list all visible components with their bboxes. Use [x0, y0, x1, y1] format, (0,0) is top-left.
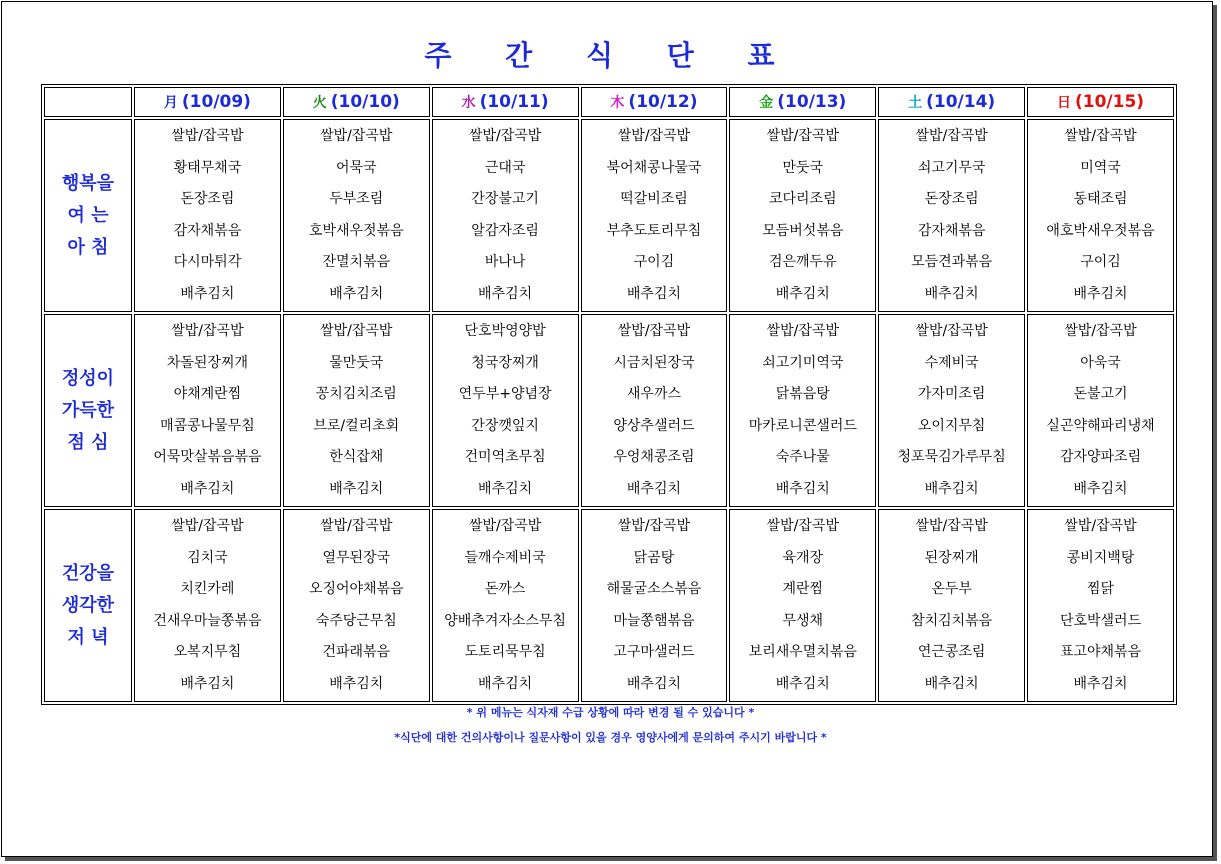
dish-item: 오복지무침 [173, 644, 242, 660]
dish-item: 잔멸치볶음 [322, 254, 391, 270]
day-header-sat [878, 87, 1025, 117]
meal-label-line: 가득한 [61, 399, 115, 421]
dish-item: 배추김치 [478, 285, 533, 302]
dish-item: 양상추샐러드 [613, 417, 695, 434]
dish-item: 감자양파조림 [1059, 449, 1142, 465]
dish-item: 닭볶음탕 [775, 386, 830, 402]
dish-item: 배추김치 [775, 480, 830, 497]
dish-item: 한식잡채 [329, 449, 384, 465]
meal-row-breakfast [44, 119, 1174, 312]
dish-item: 꽁치김치조림 [315, 386, 397, 402]
menu-cell [1027, 509, 1174, 702]
dish-item: 만둣국 [782, 159, 824, 176]
dish-item: 배추김치 [775, 285, 830, 302]
dish-item: 북어채콩나물국 [606, 159, 702, 176]
dish-item: 돈장조림 [180, 191, 235, 207]
dish-item: 쌀밥/잡곡밥 [915, 323, 988, 339]
dish-item: 배추김치 [626, 675, 681, 692]
dish-item: 보리새우멸치볶음 [748, 644, 857, 660]
dish-item: 온두부 [931, 581, 972, 597]
dish-item: 연근콩조림 [917, 644, 986, 660]
dish-item: 배추김치 [1073, 285, 1128, 302]
dish-item: 차돌된장찌개 [166, 354, 248, 371]
dish-item: 배추김치 [180, 480, 235, 497]
dish-item: 배추김치 [329, 480, 384, 497]
dish-item: 배추김치 [924, 285, 979, 302]
dish-item: 연두부+양념장 [458, 386, 552, 402]
dish-item: 새우까스 [626, 386, 681, 402]
dish-item: 감자채볶음 [173, 222, 242, 239]
dish-item: 검은깨두유 [768, 254, 837, 270]
dish-item: 건새우마늘쫑볶음 [153, 612, 262, 629]
day-date: (10/11) [479, 92, 549, 112]
dish-item: 배추김치 [1073, 675, 1128, 692]
dish-item: 쌀밥/잡곡밥 [766, 128, 839, 144]
day-date: (10/10) [330, 92, 400, 112]
day-icon: 金 [759, 95, 774, 111]
dish-item: 쌀밥/잡곡밥 [617, 128, 691, 144]
dish-item: 수제비국 [924, 354, 979, 371]
dish-item: 찜닭 [1087, 581, 1115, 597]
corner-cell [44, 87, 132, 117]
dish-item: 들깨수제비국 [464, 549, 546, 566]
menu-cell [581, 314, 728, 507]
dish-item: 배추김치 [626, 480, 681, 497]
dish-item: 동태조림 [1073, 191, 1128, 207]
dish-item: 배추김치 [329, 675, 384, 692]
dish-item: 코다리조림 [768, 191, 837, 207]
day-date: (10/12) [628, 92, 698, 112]
dish-item: 오이지무침 [917, 417, 986, 434]
menu-cell [878, 119, 1025, 312]
dish-item: 모듬견과볶음 [911, 254, 993, 270]
dish-item: 건미역초무침 [464, 449, 546, 465]
dish-item: 계란찜 [782, 581, 824, 597]
menu-cell [134, 314, 281, 507]
day-header-row [44, 87, 1174, 117]
dish-item: 떡갈비조림 [620, 191, 688, 207]
dish-item: 배추김치 [478, 480, 533, 497]
dish-item: 김치국 [187, 549, 228, 566]
dish-item: 배추김치 [1073, 480, 1128, 497]
day-icon: 火 [312, 95, 327, 111]
dish-item: 브로/컬리초회 [313, 417, 400, 434]
day-icon: 土 [908, 95, 923, 111]
menu-cell [134, 509, 281, 702]
dish-item: 건파래볶음 [322, 644, 391, 660]
meal-label-line: 여 는 [67, 204, 109, 226]
dish-item: 닭곰탕 [633, 549, 675, 566]
dish-item: 쌀밥/잡곡밥 [171, 128, 244, 144]
dish-item: 애호박새우젓볶음 [1046, 222, 1155, 239]
meal-label-breakfast [44, 119, 132, 312]
dish-item: 알감자조림 [471, 222, 539, 239]
dish-item: 배추김치 [626, 285, 681, 302]
day-icon: 日 [1057, 95, 1071, 111]
dish-item: 쌀밥/잡곡밥 [320, 323, 393, 339]
menu-cell [432, 314, 579, 507]
meal-label-line: 행복을 [61, 172, 115, 194]
menu-cell [283, 119, 430, 312]
day-header-sun [1027, 87, 1174, 117]
dish-item: 미역국 [1080, 159, 1121, 176]
dish-item: 콩비지백탕 [1066, 549, 1135, 566]
dish-item: 쌀밥/잡곡밥 [468, 128, 542, 144]
meal-label-line: 저 녁 [67, 626, 109, 648]
meal-label-line: 건강을 [61, 562, 115, 584]
dish-item: 호박새우젓볶음 [308, 222, 404, 239]
meal-label-line: 점 심 [67, 431, 109, 453]
dish-item: 쌀밥/잡곡밥 [617, 323, 691, 339]
dish-item: 어묵맛살볶음볶음 [153, 449, 262, 465]
menu-cell [729, 119, 876, 312]
day-header-mon [134, 87, 281, 117]
dish-item: 바나나 [484, 254, 526, 270]
dish-item: 실곤약해파리냉채 [1046, 417, 1155, 434]
dish-item: 마카로니콘샐러드 [748, 417, 857, 434]
day-date: (10/13) [777, 92, 847, 112]
meal-label-line: 생각한 [61, 594, 115, 616]
notice-inquiry: *식단에 대한 건의사항이나 질문사항이 있을 경우 영양사에게 문의하여 주시기 바랍니다 * [394, 731, 827, 744]
dish-item: 도토리묵무침 [464, 644, 546, 660]
dish-item: 근대국 [484, 159, 526, 176]
menu-cell [432, 509, 579, 702]
dish-item: 돈불고기 [1073, 386, 1128, 402]
menu-cell [134, 119, 281, 312]
menu-cell [729, 314, 876, 507]
dish-item: 단호박샐러드 [1059, 612, 1142, 629]
dish-item: 마늘쫑햄볶음 [613, 612, 695, 629]
day-date: (10/14) [926, 92, 996, 112]
day-header-thu [581, 87, 728, 117]
dish-item: 어묵국 [335, 159, 377, 176]
dish-item: 열무된장국 [322, 549, 391, 566]
dish-item: 아욱국 [1080, 354, 1121, 371]
dish-item: 쇠고기무국 [917, 159, 986, 176]
dish-item: 시금치된장국 [613, 354, 695, 371]
dish-item: 쌀밥/잡곡밥 [1064, 128, 1137, 144]
dish-item: 쌀밥/잡곡밥 [1064, 518, 1137, 534]
dish-item: 쌀밥/잡곡밥 [1064, 323, 1137, 339]
dish-item: 쌀밥/잡곡밥 [468, 518, 542, 534]
dish-item: 숙주나물 [775, 449, 830, 465]
menu-cell [283, 509, 430, 702]
dish-item: 표고야채볶음 [1059, 644, 1142, 660]
day-header-wed [432, 87, 579, 117]
dish-item: 단호박영양밥 [464, 323, 546, 339]
dish-item: 고구마샐러드 [613, 644, 695, 660]
dish-item: 두부조림 [329, 191, 384, 207]
dish-item: 쌀밥/잡곡밥 [320, 128, 393, 144]
dish-item: 청포묵김가루무침 [897, 449, 1006, 465]
dish-item: 돈까스 [484, 581, 526, 597]
weekly-menu-table [41, 84, 1177, 705]
meal-row-lunch [44, 314, 1174, 507]
dish-item: 숙주당근무침 [315, 612, 397, 629]
notice-change: * 위 메뉴는 식자재 수급 상황에 따라 변경 될 수 있습니다 * [466, 706, 755, 719]
day-date: (10/15) [1075, 92, 1145, 112]
dish-item: 청국장찌개 [471, 354, 539, 371]
dish-item: 야채계란찜 [173, 386, 242, 402]
dish-item: 무생채 [782, 612, 824, 629]
dish-item: 우엉채콩조림 [613, 449, 695, 465]
menu-cell [581, 509, 728, 702]
dish-item: 감자채볶음 [917, 222, 986, 239]
dish-item: 쌀밥/잡곡밥 [171, 518, 244, 534]
dish-item: 쇠고기미역국 [762, 354, 844, 371]
dish-item: 참치김치볶음 [911, 612, 993, 629]
meal-row-dinner [44, 509, 1174, 702]
dish-item: 부추도토리무침 [606, 222, 702, 239]
menu-cell [878, 314, 1025, 507]
dish-item: 쌀밥/잡곡밥 [766, 323, 839, 339]
dish-item: 물만둣국 [329, 354, 384, 371]
dish-item: 된장찌개 [924, 549, 979, 566]
meal-label-line: 아 침 [67, 236, 109, 258]
day-date: (10/09) [181, 92, 251, 112]
dish-item: 구이김 [633, 254, 675, 270]
dish-item: 쌀밥/잡곡밥 [617, 518, 691, 534]
dish-item: 쌀밥/잡곡밥 [915, 518, 988, 534]
dish-item: 쌀밥/잡곡밥 [766, 518, 839, 534]
dish-item: 돈장조림 [924, 191, 979, 207]
menu-cell [1027, 314, 1174, 507]
dish-item: 배추김치 [924, 675, 979, 692]
dish-item: 배추김치 [478, 675, 533, 692]
dish-item: 쌀밥/잡곡밥 [915, 128, 988, 144]
dish-item: 매콤콩나물무침 [160, 417, 255, 434]
dish-item: 배추김치 [180, 675, 235, 692]
dish-item: 육개장 [782, 549, 824, 566]
dish-item: 오징어야채볶음 [308, 581, 404, 597]
dish-item: 해물굴소스볶음 [606, 581, 702, 597]
menu-cell [878, 509, 1025, 702]
dish-item: 배추김치 [775, 675, 830, 692]
menu-cell [283, 314, 430, 507]
dish-item: 간장깻잎지 [471, 417, 539, 434]
dish-item: 다시마튀각 [173, 254, 242, 270]
menu-cell [581, 119, 728, 312]
menu-cell [729, 509, 876, 702]
dish-item: 쌀밥/잡곡밥 [320, 518, 393, 534]
menu-cell [432, 119, 579, 312]
dish-item: 배추김치 [329, 285, 384, 302]
dish-item: 배추김치 [924, 480, 979, 497]
day-icon: 水 [461, 95, 476, 111]
page-title: 주 간 식 단 표 [424, 39, 797, 72]
dish-item: 치킨카레 [180, 581, 235, 597]
day-header-tue [283, 87, 430, 117]
day-icon: 月 [163, 95, 178, 111]
dish-item: 가자미조림 [917, 386, 986, 402]
dish-item: 간장불고기 [471, 191, 539, 207]
dish-item: 모듬버섯볶음 [762, 222, 844, 239]
dish-item: 양배추겨자소스무침 [444, 612, 566, 629]
meal-label-lunch [44, 314, 132, 507]
day-icon: 木 [610, 95, 625, 111]
dish-item: 쌀밥/잡곡밥 [171, 323, 244, 339]
meal-label-line: 정성이 [61, 367, 115, 389]
dish-item: 황태무채국 [173, 159, 242, 176]
dish-item: 구이김 [1080, 254, 1121, 270]
day-header-fri [729, 87, 876, 117]
menu-cell [1027, 119, 1174, 312]
dish-item: 배추김치 [180, 285, 235, 302]
meal-label-dinner [44, 509, 132, 702]
